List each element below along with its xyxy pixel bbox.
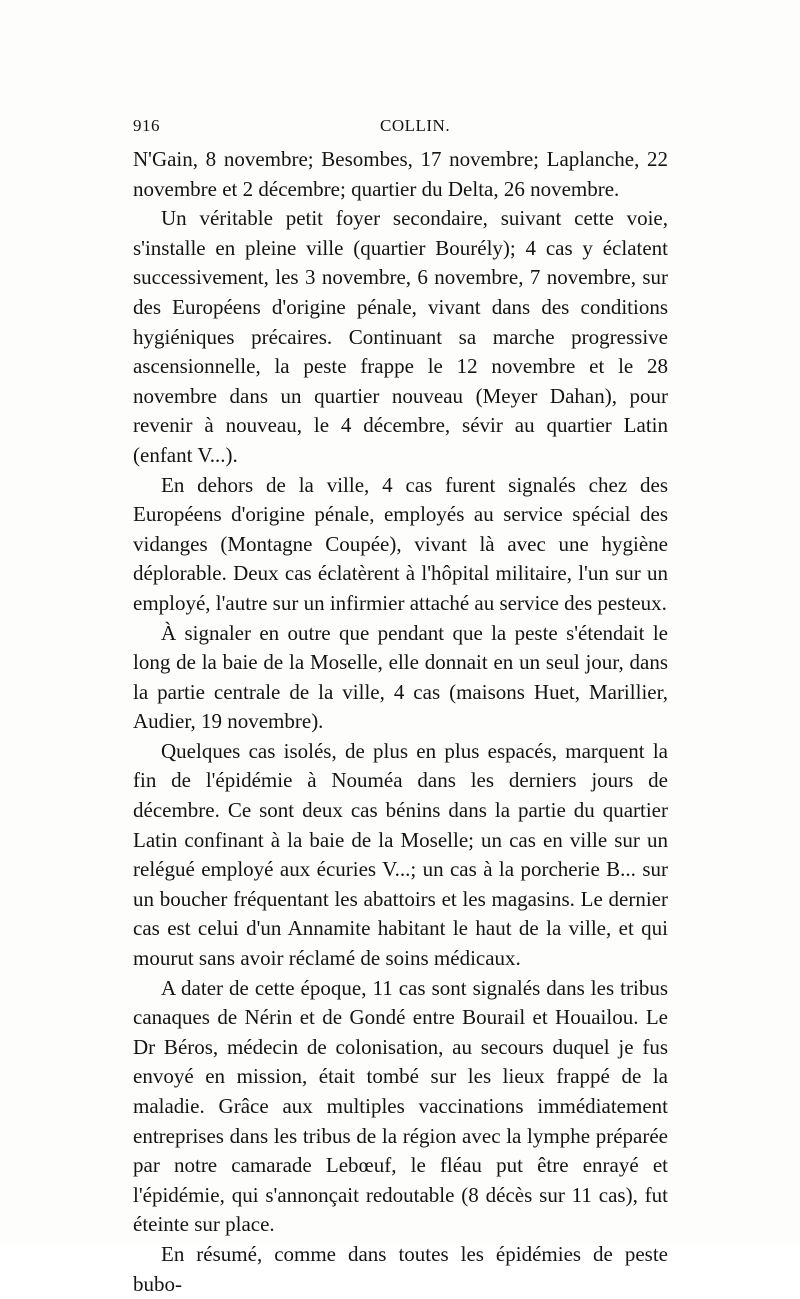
paragraph-outside-city: En dehors de la ville, 4 cas furent signalés chez des Européens d'origine pénale, employés au service spécial des vidanges (Montagne Coupée), vivant là avec une hygiène déplorable. Deux cas éclatèrent à l'hôpital militaire, l'un sur un employé, l'autre sur un infirmier attaché au service des pesteux. (133, 472, 668, 615)
page-number: 916 (133, 116, 160, 135)
paragraph-bourely-focus: Un véritable petit foyer secondaire, suivant cette voie, s'installe en pleine ville (quartier Bourély); 4 cas y éclatent successivement, les 3 novembre, 6 novembre, 7 novembre, sur des Européens d'origine pénale, vivant dans des conditions hygiéniques précaires. Continuant sa marche progressive ascensionnelle, la peste frappe le 12 novembre et le 28 novembre dans un quartier nouveau (Meyer Dahan), pour revenir à nouveau, le 4 décembre, sévir au quartier Latin (enfant V...). (133, 206, 668, 467)
running-header (133, 116, 668, 144)
paragraph-canaque-tribes: A dater de cette époque, 11 cas sont signalés dans les tribus canaques de Nérin et de Gondé entre Bourail et Houailou. Le Dr Béros, médecin de colonisation, au secours duquel je fus envoyé en mission, était tombé sur les lieux frappé de la maladie. Grâce aux multiples vaccinations immédiatement entreprises dans les tribus de la région avec la lymphe préparée par notre camarade Lebœuf, le fléau put être enrayé et l'épidémie, qui s'annonçait redoutable (8 décès sur 11 cas), fut éteinte sur place. (133, 975, 668, 1237)
paragraph-moselle-bay: À signaler en outre que pendant que la peste s'étendait le long de la baie de la Moselle, elle donnait en un seul jour, dans la partie centrale de la ville, 4 cas (maisons Huet, Marillier, Audier, 19 novembre). (133, 620, 668, 734)
paragraph-summary: En résumé, comme dans toutes les épidémies de peste bubo- (133, 1241, 668, 1296)
paragraph-continuation: N'Gain, 8 novembre; Besombes, 17 novembre; Laplanche, 22 novembre et 2 décembre; quartier du Delta, 26 novembre. (133, 147, 668, 201)
running-title: COLLIN. (380, 116, 451, 135)
paragraph-isolated-cases: Quelques cas isolés, de plus en plus espacés, marquent la fin de l'épidémie à Nouméa dans les derniers jours de décembre. Ce sont deux cas bénins dans la partie du quartier Latin confinant à la baie de la Moselle; un cas en ville sur un relégué employé aux écuries V...; un cas à la porcherie B... sur un boucher fréquentant les abattoirs et les magasins. Le dernier cas est celui d'un Annamite habitant le haut de la ville, et qui mourut sans avoir réclamé de soins médicaux. (133, 738, 668, 971)
body-text (133, 145, 668, 1299)
